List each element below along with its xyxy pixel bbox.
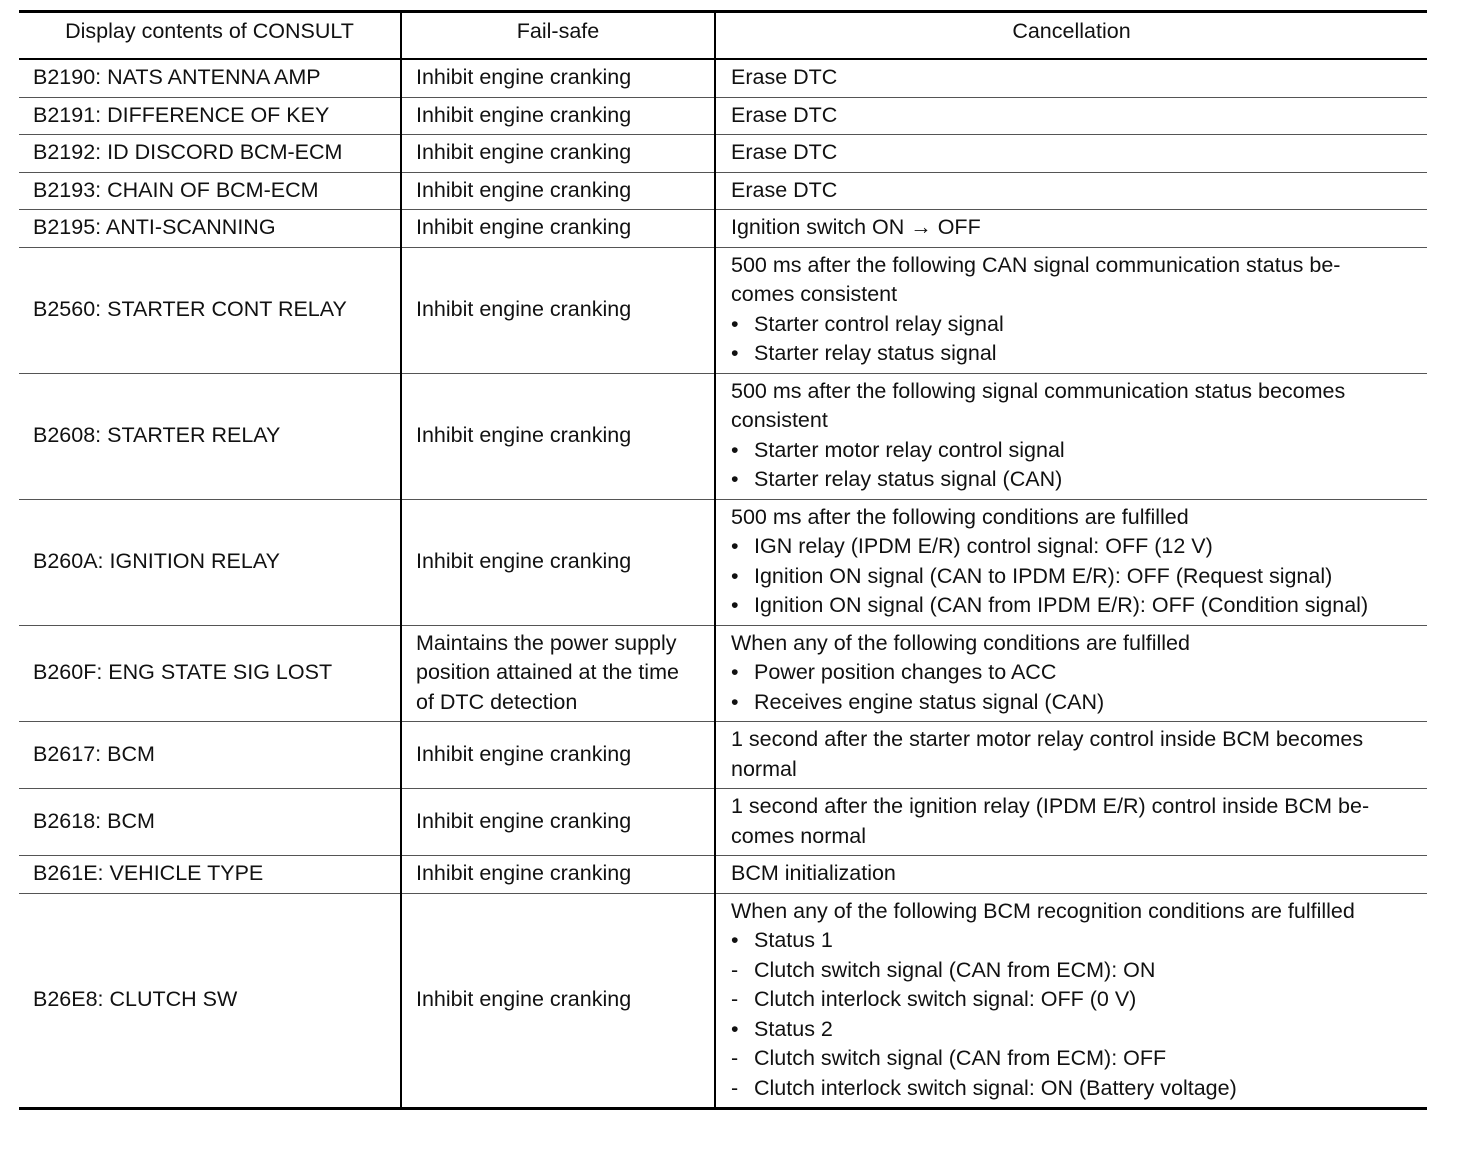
display-contents-cell: B2190: NATS ANTENNA AMP — [19, 59, 401, 97]
fail-safe-text: Inhibit engine cranking — [416, 861, 632, 885]
cancellation-list-item — [731, 310, 1417, 340]
display-contents-cell: B26E8: CLUTCH SW — [19, 893, 401, 1109]
cancellation-list-text: Starter relay status signal — [754, 341, 997, 365]
cancellation-cell — [715, 499, 1427, 625]
table-row — [19, 856, 1427, 894]
cancellation-cell — [715, 59, 1427, 97]
cancellation-list-item — [731, 985, 1417, 1015]
cancellation-list-item — [731, 1015, 1417, 1045]
fail-safe-cell — [401, 172, 715, 210]
table-row — [19, 625, 1427, 722]
fail-safe-text: of DTC detection — [416, 689, 578, 714]
table-row — [19, 59, 1427, 97]
table-row — [19, 135, 1427, 173]
table-row — [19, 210, 1427, 248]
cancellation-cell — [715, 135, 1427, 173]
cancellation-text: 1 second after the ignition relay (IPDM E/R) control inside BCM be- — [731, 794, 1370, 818]
cancellation-list-text: Clutch switch signal (CAN from ECM): ON — [754, 957, 1156, 982]
display-contents-cell: B2560: STARTER CONT RELAY — [19, 247, 401, 373]
cancellation-text: BCM initialization — [731, 861, 896, 885]
cancellation-text: consistent — [731, 408, 828, 432]
cancellation-list-text: Receives engine status signal (CAN) — [754, 689, 1105, 714]
dash-icon: - — [731, 1075, 739, 1100]
cancellation-list-text: Clutch interlock switch signal: ON (Battery voltage) — [754, 1075, 1237, 1100]
cancellation-list-item — [731, 926, 1417, 956]
display-contents-cell: B2617: BCM — [19, 722, 401, 789]
cancellation-list-item — [731, 562, 1417, 592]
cancellation-text: Erase DTC — [731, 140, 838, 164]
cancellation-text: normal — [731, 756, 797, 781]
bullet-icon: • — [731, 437, 739, 462]
fail-safe-text: Inhibit engine cranking — [416, 140, 632, 164]
table-row — [19, 893, 1427, 1109]
fail-safe-text: Inhibit engine cranking — [416, 65, 632, 89]
cancellation-text: 500 ms after the following conditions are fulfilled — [731, 504, 1189, 529]
cancellation-text: When any of the following conditions are fulfilled — [731, 630, 1190, 655]
display-contents-cell: B260F: ENG STATE SIG LOST — [19, 625, 401, 722]
table-header — [19, 12, 1427, 60]
display-contents-cell: B2195: ANTI-SCANNING — [19, 210, 401, 248]
display-contents-cell: B2608: STARTER RELAY — [19, 373, 401, 499]
cancellation-cell — [715, 172, 1427, 210]
cancellation-list-text: Starter motor relay control signal — [754, 437, 1065, 462]
cancellation-list-text: Ignition ON signal (CAN from IPDM E/R): OFF (Condition signal) — [754, 593, 1369, 617]
fail-safe-text: Inhibit engine cranking — [416, 741, 632, 766]
cancellation-text: 1 second after the starter motor relay control inside BCM becomes — [731, 727, 1364, 751]
cancellation-list-text: Status 2 — [754, 1016, 833, 1041]
fail-safe-text: Inhibit engine cranking — [416, 102, 632, 127]
cancellation-cell — [715, 893, 1427, 1109]
fail-safe-cell — [401, 247, 715, 373]
cancellation-list-text: Status 1 — [754, 928, 833, 952]
bullet-icon: • — [731, 928, 739, 952]
bullet-icon: • — [731, 563, 739, 588]
cancellation-cell — [715, 97, 1427, 135]
dtc-failsafe-table-container — [19, 10, 1427, 1110]
fail-safe-cell — [401, 789, 715, 856]
fail-safe-cell — [401, 856, 715, 894]
table-row — [19, 247, 1427, 373]
cancellation-cell — [715, 373, 1427, 499]
fail-safe-cell — [401, 722, 715, 789]
table-row — [19, 373, 1427, 499]
bullet-icon: • — [731, 660, 739, 684]
cancellation-cell — [715, 856, 1427, 894]
cancellation-list-item — [731, 339, 1417, 369]
cancellation-text: Erase DTC — [731, 65, 838, 89]
cancellation-list-item — [731, 465, 1417, 495]
fail-safe-cell — [401, 625, 715, 722]
cancellation-list-item — [731, 532, 1417, 562]
cancellation-list-text: Ignition ON signal (CAN to IPDM E/R): OFF (Request signal) — [754, 563, 1333, 588]
fail-safe-cell — [401, 893, 715, 1109]
fail-safe-text: Inhibit engine cranking — [416, 177, 632, 202]
cancellation-text: comes normal — [731, 823, 867, 848]
display-contents-cell: B2193: CHAIN OF BCM-ECM — [19, 172, 401, 210]
table-row — [19, 172, 1427, 210]
dash-icon: - — [731, 987, 739, 1011]
bullet-icon: • — [731, 467, 739, 491]
cancellation-cell — [715, 247, 1427, 373]
cancellation-text: Ignition switch ON → OFF — [731, 215, 981, 239]
cancellation-cell — [715, 722, 1427, 789]
bullet-icon: • — [731, 534, 739, 558]
fail-safe-cell — [401, 499, 715, 625]
dash-icon: - — [731, 957, 739, 982]
cancellation-list-item — [731, 658, 1417, 688]
cancellation-cell — [715, 625, 1427, 722]
cancellation-list-text: Clutch switch signal (CAN from ECM): OFF — [754, 1046, 1167, 1070]
fail-safe-text: Inhibit engine cranking — [416, 296, 632, 321]
fail-safe-text: Inhibit engine cranking — [416, 987, 632, 1011]
cancellation-list-text: Starter relay status signal (CAN) — [754, 467, 1063, 491]
fail-safe-cell — [401, 59, 715, 97]
fail-safe-cell — [401, 210, 715, 248]
display-contents-cell: B2191: DIFFERENCE OF KEY — [19, 97, 401, 135]
display-contents-cell: B2192: ID DISCORD BCM-ECM — [19, 135, 401, 173]
fail-safe-text: Inhibit engine cranking — [416, 215, 632, 239]
cancellation-list-item — [731, 956, 1417, 986]
cancellation-text: comes consistent — [731, 282, 898, 306]
cancellation-list-item — [731, 1074, 1417, 1104]
cancellation-text: 500 ms after the following signal communication status becomes — [731, 378, 1346, 403]
bullet-icon: • — [731, 1016, 739, 1041]
fail-safe-text: position attained at the time — [416, 660, 679, 684]
header-cancellation: Cancellation — [715, 12, 1427, 60]
cancellation-text: Erase DTC — [731, 177, 838, 202]
cancellation-text: 500 ms after the following CAN signal communication status be- — [731, 252, 1341, 277]
fail-safe-text: Maintains the power supply — [416, 630, 677, 655]
cancellation-list-text: Clutch interlock switch signal: OFF (0 V) — [754, 987, 1137, 1011]
table-row — [19, 789, 1427, 856]
bullet-icon: • — [731, 341, 739, 365]
cancellation-cell — [715, 210, 1427, 248]
dash-icon: - — [731, 1046, 739, 1070]
cancellation-list-text: Power position changes to ACC — [754, 660, 1057, 684]
header-display-contents: Display contents of CONSULT — [19, 12, 401, 60]
cancellation-text: Erase DTC — [731, 102, 838, 127]
table-row — [19, 499, 1427, 625]
cancellation-list-item — [731, 436, 1417, 466]
bullet-icon: • — [731, 311, 739, 336]
bullet-icon: • — [731, 689, 739, 714]
fail-safe-cell — [401, 373, 715, 499]
fail-safe-cell — [401, 135, 715, 173]
cancellation-list-item — [731, 1044, 1417, 1074]
table-body — [19, 59, 1427, 1109]
display-contents-cell: B2618: BCM — [19, 789, 401, 856]
fail-safe-cell — [401, 97, 715, 135]
cancellation-list-item — [731, 688, 1417, 718]
fail-safe-text: Inhibit engine cranking — [416, 422, 632, 447]
header-fail-safe: Fail-safe — [401, 12, 715, 60]
display-contents-cell: B261E: VEHICLE TYPE — [19, 856, 401, 894]
bullet-icon: • — [731, 593, 739, 617]
dtc-failsafe-table — [19, 10, 1427, 1110]
fail-safe-text: Inhibit engine cranking — [416, 548, 632, 573]
cancellation-cell — [715, 789, 1427, 856]
cancellation-list-item — [731, 591, 1417, 621]
fail-safe-text: Inhibit engine cranking — [416, 808, 632, 833]
cancellation-list-text: Starter control relay signal — [754, 311, 1004, 336]
cancellation-text: When any of the following BCM recognition conditions are fulfilled — [731, 898, 1355, 923]
display-contents-cell: B260A: IGNITION RELAY — [19, 499, 401, 625]
cancellation-list-text: IGN relay (IPDM E/R) control signal: OFF (12 V) — [754, 534, 1213, 558]
table-row — [19, 97, 1427, 135]
header-row — [19, 12, 1427, 60]
table-row — [19, 722, 1427, 789]
